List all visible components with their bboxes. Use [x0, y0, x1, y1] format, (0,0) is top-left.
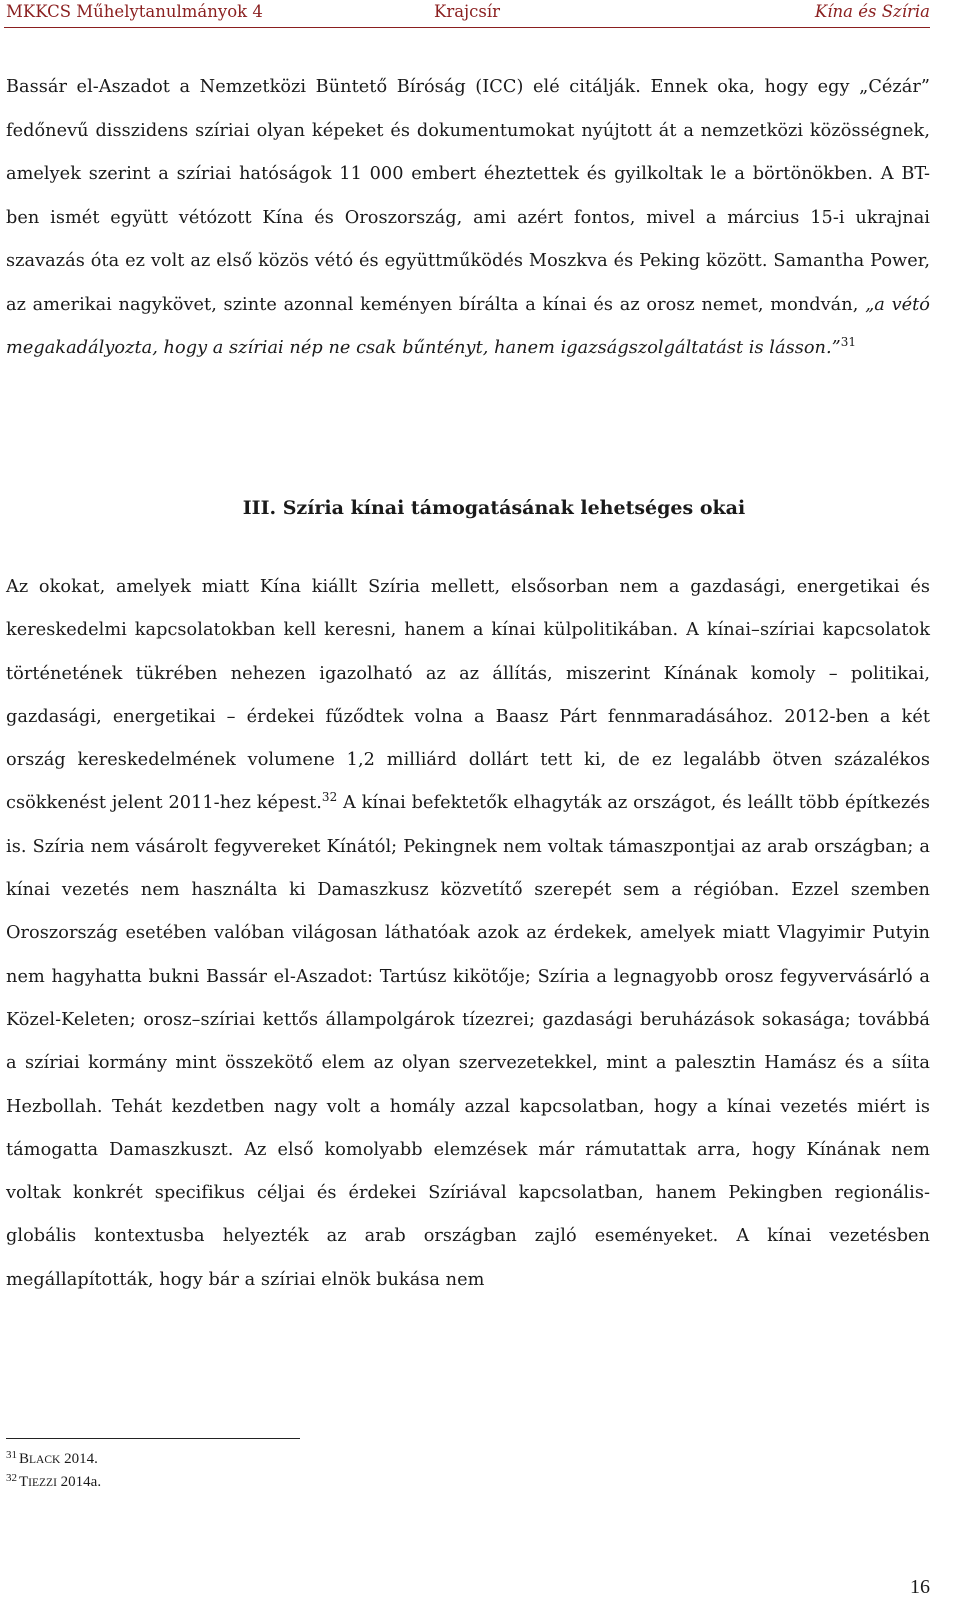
header-series-title: MKKCS Műhelytanulmányok 4 [6, 2, 263, 21]
running-header [6, 0, 930, 26]
header-author: Krajcsír [434, 2, 501, 21]
header-topic: Kína és Szíria [814, 2, 930, 21]
footnote-author-rest: LACK [29, 1454, 61, 1466]
footnote-divider [6, 1438, 300, 1439]
header-divider [4, 27, 930, 28]
footnote-32 [6, 1471, 101, 1494]
footnote-author-rest: IEZZI [28, 1477, 57, 1489]
page-number: 16 [910, 1576, 930, 1598]
paragraph-2-text-a: Az okokat, amelyek miatt Kína kiállt Szíria mellett, elsősorban nem a gazdasági, energetikai és kereskedelmi kapcsolatokban kell keresni, hanem a kínai külpolitikában. A kínai–szíriai kapcsolatok történetének tükrében nehezen igazolható az az állítás, miszerint Kínának komoly – politikai, gazdasági, energetikai – érdekei fűződtek volna a Baasz Párt fennmaradásához. 2012-ben a két ország kereskedelmének volumene 1,2 milliárd dollárt tett ki, de ez legalább ötven százalékos csökkenést jelent 2011-hez képest. [6, 577, 930, 814]
footnote-number: 31 [6, 1449, 17, 1461]
body-paragraph-1 [6, 66, 930, 371]
section-heading: III. Szíria kínai támogatásának lehetséges okai [242, 497, 746, 519]
footnote-year: 2014a. [56, 1474, 102, 1490]
footnote-ref-32[interactable]: 32 [321, 790, 338, 805]
footnote-author-initial: T [19, 1474, 29, 1490]
footnote-number: 32 [6, 1472, 17, 1484]
body-paragraph-2 [6, 566, 930, 1302]
footnote-ref-31[interactable]: 31 [840, 335, 857, 349]
paragraph-2-text-b: A kínai befektetők elhagyták az országot, és leállt több építkezés is. Szíria nem vásárolt fegyvereket Kínától; Pekingnek nem voltak támaszpontjai az arab országban; a kínai vezetés nem használta ki Damaszkusz közvetítő szerepét sem a régióban. Ezzel szemben Oroszország esetében valóban világosan láthatóak azok az érdekek, amelyek miatt Vlagyimir Putyin nem hagyhatta bukni Bassár el-Aszadot: Tartúsz kikötője; Szíria a legnagyobb orosz fegyvervásárló a Közel-Keleten; orosz–szíriai kettős állampolgárok tízezrei; gazdasági beruházások sokasága; továbbá a szíriai kormány mint összekötő elem az olyan szervezetekkel, mint a palesztin Hamász és a síita Hezbollah. Tehát kezdetben nagy volt a homály azzal kapcsolatban, hogy a kínai vezetés miért is támogatta Damaszkuszt. Az első komolyabb elemzések már rámutattak arra, hogy Kínának nem voltak konkrét specifikus céljai és érdekei Szíriával kapcsolatban, hanem Pekingben regionális-globális kontextusba helyezték az arab országban zajló eseményeket. A kínai vezetésben megállapították, hogy bár a szíriai elnök bukása nem [6, 793, 930, 1290]
footnote-author-initial: B [19, 1451, 30, 1467]
footnote-31 [6, 1448, 101, 1471]
paragraph-1-text: Bassár el-Aszadot a Nemzetközi Büntető Bíróság (ICC) elé citálják. Ennek oka, hogy egy „Cézár” fedőnevű disszidens szíriai olyan képeket és dokumentumokat nyújtott át a nemzetközi közösségnek, amelyek szerint a szíriai hatóságok 11 000 embert éheztettek és gyilkoltak le a börtönökben. A BT-ben ismét együtt vétózott Kína és Oroszország, ami azért fontos, mivel a március 15-i ukrajnai szavazás óta ez volt az első közös vétó és együttműködés Moszkva és Peking között. Samantha Power, az amerikai nagykövet, szinte azonnal keményen bírálta a kínai és az orosz nemet, mondván, [6, 77, 930, 315]
footnotes [6, 1448, 101, 1494]
footnote-year: 2014. [60, 1451, 98, 1467]
quote-text: „a vétó megakadályozta, hogy a szíriai nép ne csak bűntényt, hanem igazságszolgáltatást is lásson.” [6, 294, 930, 358]
